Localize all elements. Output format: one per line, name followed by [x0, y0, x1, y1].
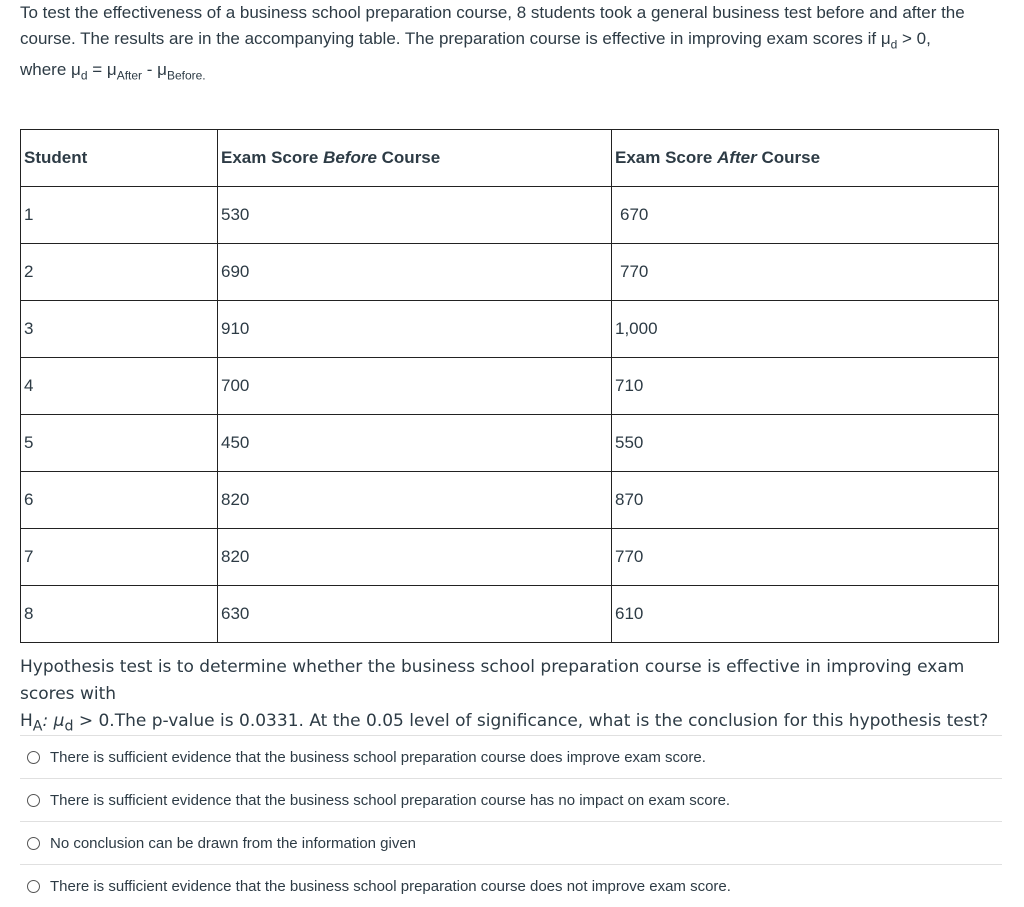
table-row	[21, 586, 999, 643]
header-student: Student	[21, 130, 218, 187]
option-label: There is sufficient evidence that the business school preparation course does not improve exam score.	[50, 877, 731, 895]
cell-after: 770	[612, 244, 999, 301]
radio-button[interactable]	[27, 794, 40, 807]
cell-after: 710	[612, 358, 999, 415]
cell-student: 2	[21, 244, 218, 301]
intro-sub-before: Before.	[166, 68, 206, 83]
cell-student: 8	[21, 586, 218, 643]
answer-option-2[interactable]	[20, 778, 1002, 821]
cell-after: 610	[612, 586, 999, 643]
cell-student: 4	[21, 358, 218, 415]
answer-option-3[interactable]	[20, 821, 1002, 864]
intro-sub-d2: d	[80, 68, 88, 83]
table-row	[21, 358, 999, 415]
table-row	[21, 244, 999, 301]
cell-before: 690	[218, 244, 612, 301]
option-label: There is sufficient evidence that the business school preparation course does improve exam score.	[50, 748, 706, 766]
header-before: Exam Score Before Course	[218, 130, 612, 187]
cell-after: 670	[612, 187, 999, 244]
mu-symbol: : μ	[42, 711, 65, 731]
cell-student: 7	[21, 529, 218, 586]
question-intro	[20, 0, 1010, 89]
cell-before: 630	[218, 586, 612, 643]
radio-button[interactable]	[27, 880, 40, 893]
intro-sub-d: d	[890, 37, 898, 52]
intro-sub-after: After	[116, 68, 143, 83]
answer-options	[20, 735, 1002, 907]
scores-table	[20, 129, 999, 643]
option-label: There is sufficient evidence that the business school preparation course has no impact on exam score.	[50, 791, 731, 809]
cell-after: 870	[612, 472, 999, 529]
header-after: Exam Score After Course	[612, 130, 999, 187]
answer-option-1[interactable]	[20, 735, 1002, 778]
cell-student: 3	[21, 301, 218, 358]
intro-text-b: > 0,	[897, 29, 931, 48]
cell-after: 770	[612, 529, 999, 586]
option-label: No conclusion can be drawn from the information given	[50, 834, 417, 852]
cell-before: 450	[218, 415, 612, 472]
cell-student: 1	[21, 187, 218, 244]
table-row	[21, 301, 999, 358]
table-row	[21, 415, 999, 472]
intro-text: To test the effectiveness of a business school preparation course, 8 students took a general business test before and after the course. The results are in the accompanying table. The preparation course is effective in improving exam scores if μ	[20, 3, 965, 48]
cell-student: 5	[21, 415, 218, 472]
table-row	[21, 187, 999, 244]
cell-before: 820	[218, 529, 612, 586]
cell-before: 700	[218, 358, 612, 415]
cell-after: 550	[612, 415, 999, 472]
table-row	[21, 472, 999, 529]
hypothesis-question: Hypothesis test is to determine whether the business school preparation course is effective in improving exam scores with $H_A$: $\mu_d > 0.The$ p-value is 0.0331. At the 0.05 level of significance, what is the conclusion for this hypothesis test?	[20, 657, 989, 735]
cell-after: 1,000	[612, 301, 999, 358]
cell-before: 820	[218, 472, 612, 529]
table-row	[21, 529, 999, 586]
question-line1: Hypothesis test is to determine whether the business school preparation course is effective in improving exam scores with	[20, 657, 965, 704]
cell-student: 6	[21, 472, 218, 529]
question-line2: > 0.The p-value is 0.0331. At the 0.05 level of significance, what is the conclusion for this hypothesis test?	[73, 711, 989, 731]
ha-symbol: H	[20, 711, 33, 731]
intro-minus: - μ	[142, 60, 167, 80]
table-header-row	[21, 130, 999, 187]
intro-where: where μ	[20, 60, 81, 80]
cell-before: 910	[218, 301, 612, 358]
radio-button[interactable]	[27, 751, 40, 764]
radio-button[interactable]	[27, 837, 40, 850]
answer-option-4[interactable]	[20, 864, 1002, 907]
cell-before: 530	[218, 187, 612, 244]
intro-eq: = μ	[87, 60, 117, 80]
